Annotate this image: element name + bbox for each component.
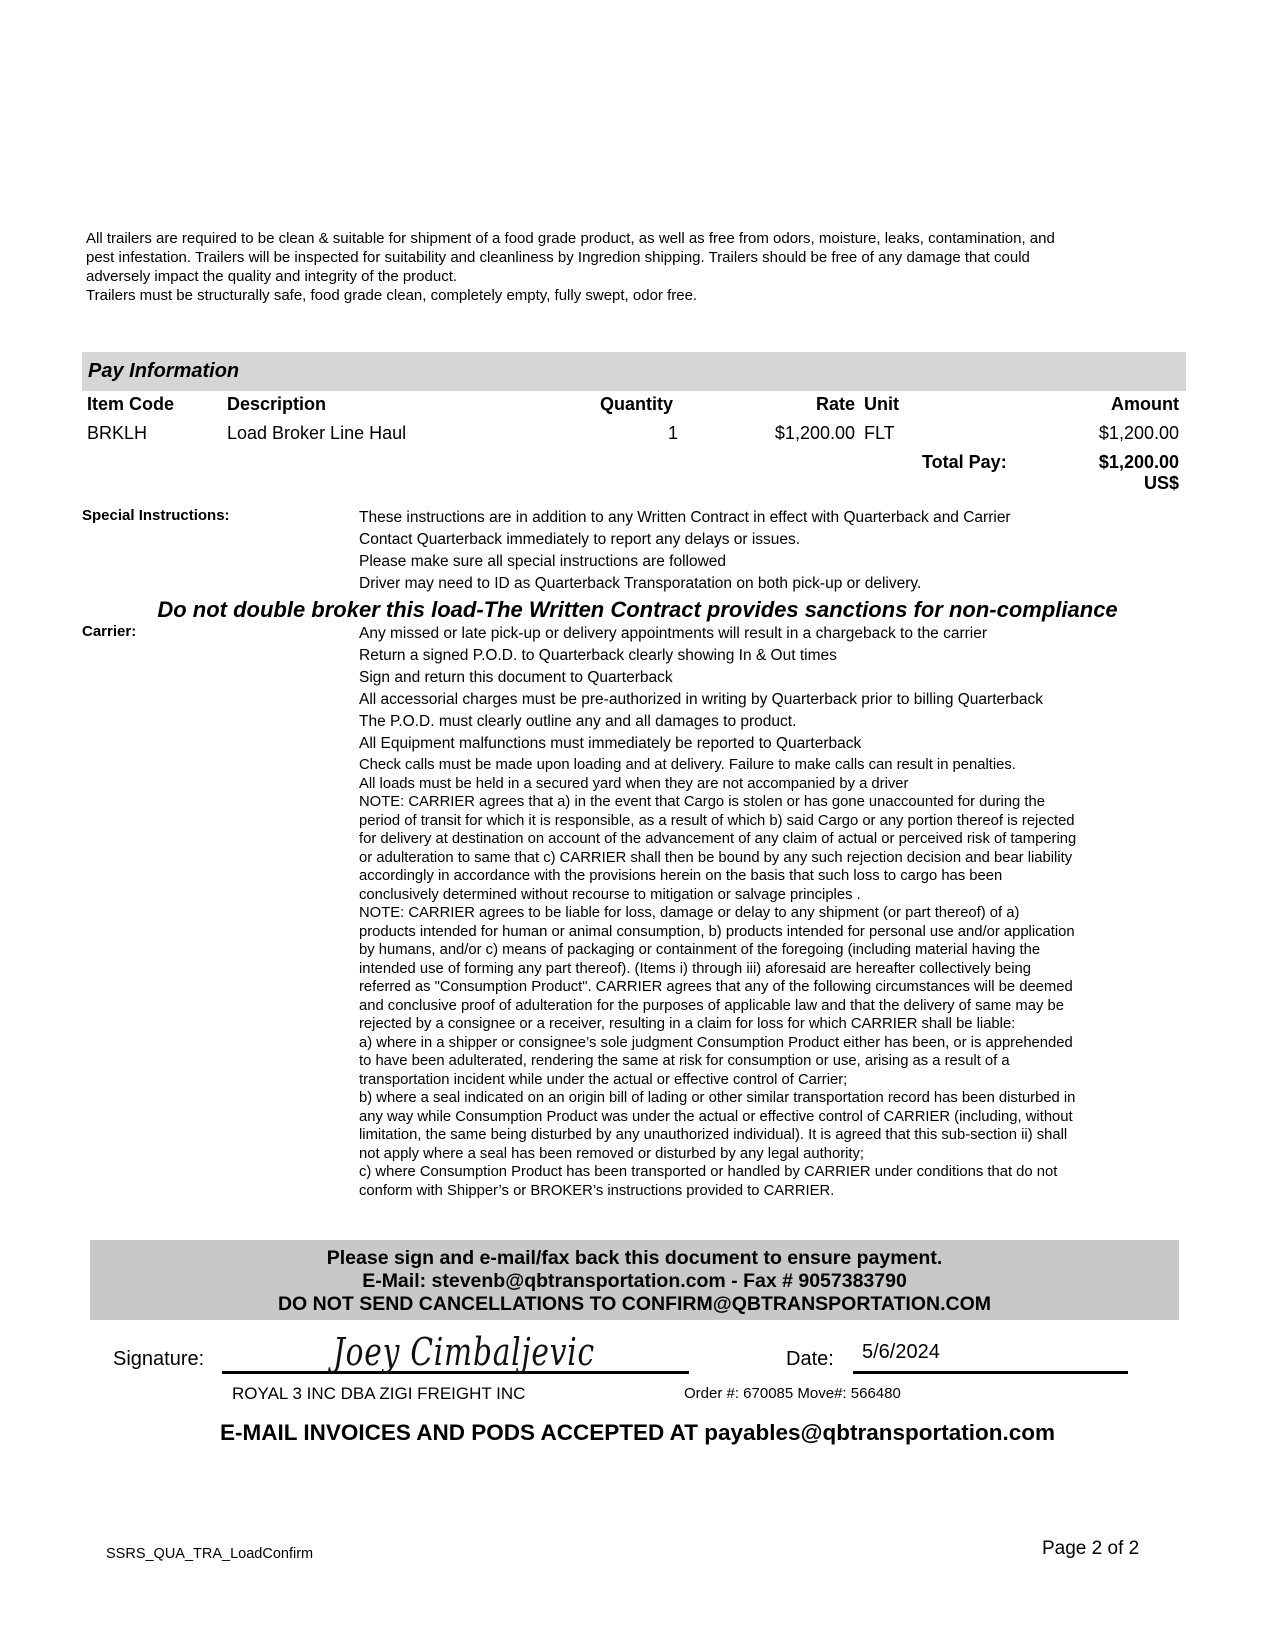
sign-cancellation-line: DO NOT SEND CANCELLATIONS TO CONFIRM@QBTRANSPORTATION.COM <box>277 1293 992 1315</box>
instruction-line: Driver may need to ID as Quarterback Transporatation on both pick-up or delivery. <box>359 575 922 592</box>
sign-notice-line: Please sign and e-mail/fax back this document to ensure payment. <box>326 1247 943 1269</box>
col-header-rate: Rate <box>815 394 855 414</box>
instruction-line: Please make sure all special instructions are followed <box>359 553 727 570</box>
carrier-term-line: All accessorial charges must be pre-authorized in writing by Quarterback prior to billing Quarterback <box>359 691 1044 708</box>
handwritten-signature: Joey Cimbaljevic <box>333 1330 595 1374</box>
carrier-para-line: limitation, the same being disturbed by any unauthorized individual). It is agreed that this sub-section ii) shall <box>359 1127 1068 1143</box>
date-label: Date: <box>786 1348 834 1370</box>
row-amount: $1,200.00 <box>1098 423 1179 443</box>
email-invoices-notice: E-MAIL INVOICES AND PODS ACCEPTED AT payables@qbtransportation.com <box>220 1420 1055 1445</box>
carrier-para-line: to have been adulterated, rendering the same at risk for consumption or use, arising as a result of a <box>359 1053 1010 1069</box>
col-header-quantity: Quantity <box>600 394 674 414</box>
col-header-unit: Unit <box>864 394 899 414</box>
row-rate: $1,200.00 <box>774 423 855 443</box>
total-pay-value <box>1099 452 1179 494</box>
col-header-amount: Amount <box>1111 394 1179 414</box>
row-item-code: BRKLH <box>87 423 148 443</box>
col-header-item-code: Item Code <box>87 394 175 414</box>
row-unit: FLT <box>864 423 895 443</box>
carrier-para-line: referred as "Consumption Product". CARRIER agrees that any of the following circumstances will be deemed <box>359 979 1073 995</box>
carrier-para-line: accordingly in accordance with the provisions herein on the basis that such loss to cargo has been <box>359 868 1003 884</box>
carrier-para-line: Check calls must be made upon loading and at delivery. Failure to make calls can result in penalties. <box>359 757 1016 773</box>
trailer-note-line: pest infestation. Trailers will be inspected for suitability and cleanliness by Ingredion shipping. Trailers should be free of any damage that could <box>86 249 1030 266</box>
carrier-label: Carrier: <box>82 623 137 640</box>
carrier-para-line: intended use of forming any part thereof). (Items i) through iii) aforesaid are hereafter collectively being <box>359 960 1031 977</box>
order-move-numbers: Order #: 670085 Move#: 566480 <box>684 1385 901 1402</box>
trailer-note-line: adversely impact the quality and integrity of the product. <box>86 268 458 285</box>
carrier-liability-terms <box>359 756 1076 1200</box>
row-quantity: 1 <box>668 423 679 443</box>
page-number: Page 2 of 2 <box>1042 1538 1140 1559</box>
carrier-terms-list <box>359 623 1043 755</box>
instruction-line: Contact Quarterback immediately to report any delays or issues. <box>359 531 801 548</box>
report-id: SSRS_QUA_TRA_LoadConfirm <box>106 1546 314 1562</box>
signature-label: Signature: <box>113 1348 205 1370</box>
carrier-para-line: All loads must be held in a secured yard when they are not accompanied by a driver <box>359 775 909 792</box>
sign-return-notice <box>90 1240 1179 1320</box>
carrier-para-line: products intended for human or animal consumption, b) products intended for personal use and/or application <box>359 923 1075 940</box>
carrier-term-line: The P.O.D. must clearly outline any and all damages to product. <box>359 713 797 730</box>
carrier-para-line: c) where Consumption Product has been transported or handled by CARRIER under conditions that do not <box>359 1164 1058 1180</box>
carrier-term-line: Any missed or late pick-up or delivery appointments will result in a chargeback to the carrier <box>359 625 988 642</box>
col-header-description: Description <box>227 394 327 414</box>
carrier-para-line: for delivery at destination on account of the advancement of any claim of actual or perceived risk of tampering <box>359 831 1077 847</box>
carrier-para-line: not apply where a seal has been removed or disturbed by any legal authority; <box>359 1145 865 1162</box>
carrier-term-line: All Equipment malfunctions must immediately be reported to Quarterback <box>359 735 862 752</box>
total-pay-label: Total Pay: <box>922 452 1007 472</box>
trailer-note-line: Trailers must be structurally safe, food grade clean, completely empty, fully swept, odor free. <box>86 287 698 304</box>
row-description: Load Broker Line Haul <box>227 423 407 443</box>
trailer-note-line: All trailers are required to be clean & suitable for shipment of a food grade product, as well as free from odors, moisture, leaks, contamination, and <box>86 230 1055 247</box>
carrier-para-line: transportation incident while under the actual or effective control of Carrier; <box>359 1071 848 1088</box>
carrier-company-name: ROYAL 3 INC DBA ZIGI FREIGHT INC <box>232 1384 526 1403</box>
carrier-para-line: or adulteration to same that c) CARRIER shall then be bound by any such rejection decision and bear liability <box>359 849 1073 866</box>
carrier-para-line: b) where a seal indicated on an origin bill of lading or other similar transportation record has been disturbed in <box>359 1090 1076 1106</box>
carrier-para-line: conform with Shipper’s or BROKER’s instructions provided to CARRIER. <box>359 1182 835 1199</box>
total-pay-currency: US$ <box>1143 473 1179 493</box>
special-instructions-label: Special Instructions: <box>82 507 230 524</box>
carrier-para-line: any way while Consumption Product was under the actual or effective control of CARRIER (including, without <box>359 1108 1073 1125</box>
carrier-para-line: period of transit for which it is responsible, as a result of which b) said Cargo or any portion thereof is rejected <box>359 812 1075 829</box>
carrier-para-line: by humans, and/or c) means of packaging or containment of the foregoing (including material having the <box>359 942 1041 958</box>
special-instructions-list <box>359 507 1011 595</box>
sign-contact-line: E-Mail: stevenb@qbtransportation.com - Fax # 9057383790 <box>362 1270 907 1292</box>
carrier-para-line: NOTE: CARRIER agrees that a) in the event that Cargo is stolen or has gone unaccounted for during the <box>359 794 1045 810</box>
carrier-para-line: NOTE: CARRIER agrees to be liable for loss, damage or delay to any shipment (or part thereof) of a) <box>359 905 1020 921</box>
date-value: 5/6/2024 <box>862 1341 940 1363</box>
carrier-term-line: Return a signed P.O.D. to Quarterback clearly showing In & Out times <box>359 647 837 664</box>
pay-information-header <box>82 352 1186 391</box>
trailer-requirements <box>86 229 1196 305</box>
double-broker-warning: Do not double broker this load-The Written Contract provides sanctions for non-compliance <box>157 597 1118 622</box>
carrier-para-line: rejected by a consignee or a receiver, resulting in a claim for loss for which CARRIER shall be liable: <box>359 1016 1016 1032</box>
carrier-term-line: Sign and return this document to Quarterback <box>359 669 673 686</box>
carrier-para-line: and conclusive proof of adulteration for the purposes of applicable law and that the delivery of same may be <box>359 997 1064 1014</box>
carrier-para-line: conclusively determined without recourse to mitigation or salvage principles . <box>359 886 861 903</box>
pay-information-title: Pay Information <box>88 360 240 382</box>
instruction-line: These instructions are in addition to any Written Contract in effect with Quarterback and Carrier <box>359 509 1011 526</box>
carrier-para-line: a) where in a shipper or consignee’s sole judgment Consumption Product either has been, or is apprehended <box>359 1034 1073 1051</box>
date-line[interactable] <box>853 1371 1128 1374</box>
total-pay-amount: $1,200.00 <box>1098 452 1179 472</box>
